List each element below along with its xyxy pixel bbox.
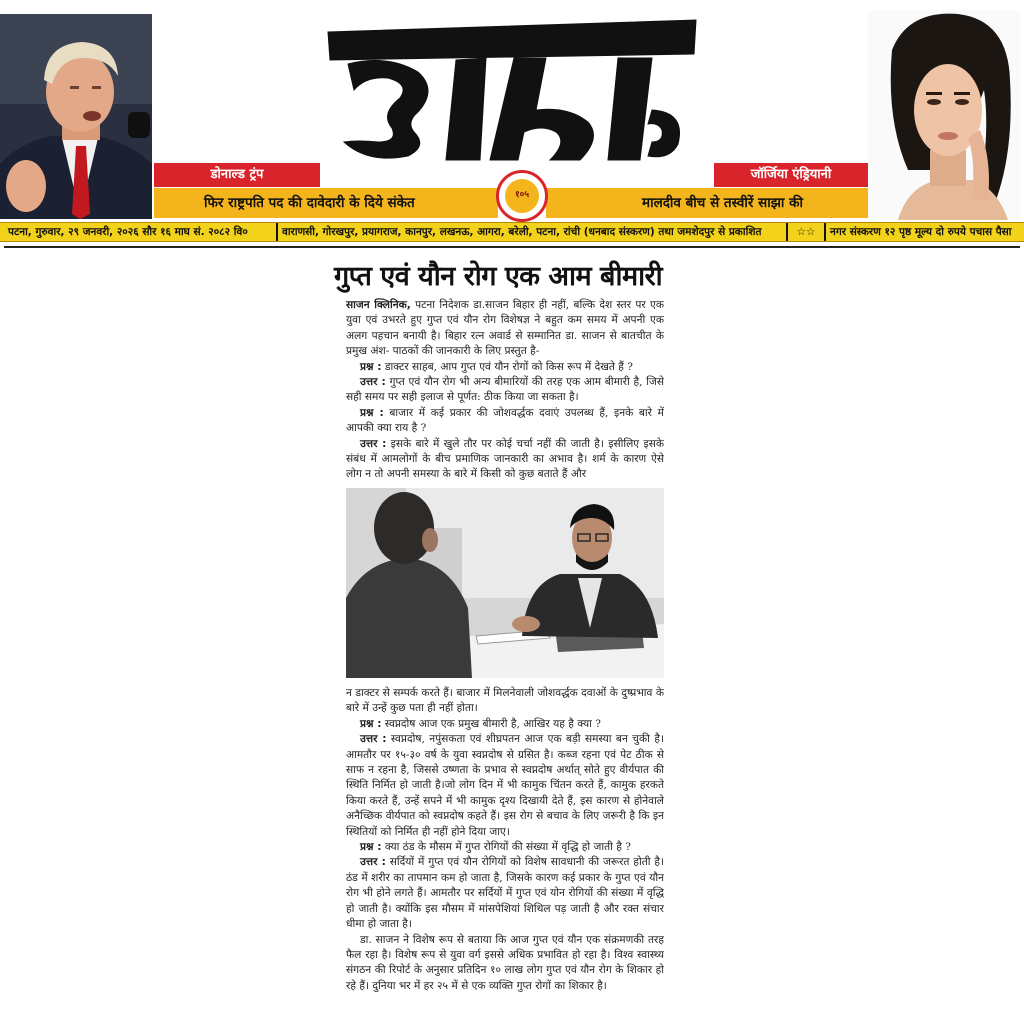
anniversary-seal [496, 170, 548, 222]
georgia-teaser-headline: मालदीव बीच से तस्वीरें साझा की [546, 188, 868, 218]
answer-4 [346, 855, 664, 932]
intro-text: पटना निदेशक डा.साजन बिहार ही नहीं, बल्कि देश स्तर पर एक युवा एवं उभरते हुए गुप्त एवं यौन रोग विशेषज्ञ ने बहुत कम समय में अपनी एक अलग पहचान बनायी है। बिहार रत्न अवार्ड से सम्मानित डा. साजन से बातचीत के प्रमुख अंश- पाठकों की जानकारी के लिए प्रस्तुत है- [346, 299, 664, 358]
answer-1 [346, 375, 664, 406]
question-1 [346, 360, 664, 375]
question-3-text: स्वप्नदोष आज एक प्रमुख बीमारी है, आखिर यह है क्या ? [381, 717, 601, 730]
answer-3-text: स्वप्नदोष, नपुंसकता एवं शीघ्रपतन आज एक बड़ी समस्या बन चुकी है। आमतौर पर १५-३० वर्ष के युवा स्वप्नदोष से ग्रसित है। कब्ज रहना एवं पेट ठीक से साफ न रहना है, जिससे उष्णता के प्रभाव से स्वप्नदोष अर्थात् सोते हुए वीर्यपात की स्थिति निर्मित हो जाती है।जो लोग दिन में भी कामुक चिंतन करते हैं, कामुक हरकते किया करते हैं, उन्हें सपने में भी कामुक दृश्य दिखायी देते हैं, इस कारण से होनेवाले अनैच्छिक वीर्यपात को स्वप्नदोष कहते हैं। इस रोग से बचाव के लिए जरूरी है कि इन स्थितियों को निर्मित ही नहीं होने दिया जाए। [346, 733, 664, 838]
doctor-consultation-photo [346, 488, 664, 678]
question-1-text: डाक्टर साहब, आप गुप्त एवं यौन रोगों को किस रूप में देखते हैं ? [381, 360, 633, 373]
answer-label: उत्तर : [360, 376, 386, 389]
article-intro [346, 298, 664, 360]
masthead [0, 0, 1024, 250]
question-2-text: बाजार में कई प्रकार की जोशवर्द्धक दवाएं उपलब्ध हैं, इनके बारे में आपकी क्या राय है ? [346, 406, 664, 435]
answer-1-text: गुप्त एवं यौन रोग भी अन्य बीमारियों की तरह एक आम बीमारी है, जिसे सही समय पर सही इलाज से पूर्णत: ठीक किया जा सकता है। [346, 376, 664, 404]
answer-label: उत्तर : [360, 733, 387, 746]
question-2 [346, 406, 664, 437]
dateline-date: पटना, गुरुवार, २९ जनवरी, २०२६ सौर १६ माघ सं. २०८२ वि० [8, 226, 248, 238]
dateline-cities: वाराणसी, गोरखपुर, प्रयागराज, कानपुर, लखनऊ, आगरा, बरेली, पटना, रांची (धनबाद संस्करण) तथा जमशेदपुर से प्रकाशित [276, 223, 788, 241]
question-label: प्रश्न : [360, 406, 384, 419]
intro-bold: साजन क्लिनिक, [346, 299, 411, 311]
seal-text: १०५ [514, 190, 530, 200]
article-headline: गुप्त एवं यौन रोग एक आम बीमारी [334, 261, 663, 292]
answer-2-text: इसके बारे में खुले तौर पर कोई चर्चा नहीं की जाती है। इसीलिए इसके संबंध में आमलोगों के बीच प्रमाणिक जानकारी का अभाव है। शर्म के कारण ऐसे लोग न तो अपनी समस्या के बारे में किसी को कुछ बताते हैं और [346, 437, 664, 481]
answer-4-text: सर्दियों में गुप्त एवं यौन रोगियों को विशेष सावधानी की जरूरत होती है। ठंड में शरीर का तापमान कम हो जाता है, जिसके कारण कई प्रकार के गुप्त एवं यौन रोग भी होने लगते हैं। आमतौर पर सर्दियों में गुप्त एवं योन रोगियों की संख्या में वृद्धि हो जाती है। क्योंकि इस मौसम में मांसपेशियां शिथिल पड़ जाती है और रक्त संचार धीमा हो जाता है। [346, 856, 664, 931]
trump-photo [0, 14, 152, 219]
georgia-photo [868, 10, 1020, 220]
question-label: प्रश्न : [360, 841, 382, 854]
article-column-top [346, 298, 664, 486]
dateline-edition: नगर संस्करण १२ पृष्ठ मूल्य दो रुपये पचास पैसा [824, 223, 1024, 241]
trump-teaser-headline: फिर राष्ट्रपति पद की दावेदारी के दिये संकेत [154, 188, 498, 218]
answer-2-continued: न डाक्टर से सम्पर्क करते हैं। बाजार में मिलनेवाली जोशवर्द्धक दवाओं के दुष्प्रभाव के बारे में उन्हें कुछ पता ही नहीं होता। [346, 687, 664, 715]
question-4 [346, 840, 664, 855]
answer-2 [346, 437, 664, 483]
masthead-rule [4, 246, 1020, 248]
georgia-name-tag: जॉर्जिया एंड्रियानी [714, 163, 868, 187]
dateline-bar [0, 222, 1024, 242]
newspaper-logo [318, 14, 702, 162]
answer-label: उत्तर : [360, 437, 387, 450]
closing-paragraph: डा. साजन ने विशेष रूप से बताया कि आज गुप्त एवं यौन एक संक्रमणकी तरह फैल रहा है। विशेष रूप से युवा वर्ग इससे अधिक प्रभावित हो रहा है। विश्व स्वास्थ्य संगठन की रिपोर्ट के अनुसार प्रतिदिन १० लाख लोग गुप्त एवं यौन रोग के शिकार हो रहे हैं। दुनिया भर में हर २५ में से एक व्यक्ति गुप्त रोगों का शिकार है। [346, 933, 664, 992]
question-label: प्रश्न : [360, 360, 382, 373]
dateline-stars: ☆☆ [796, 226, 816, 238]
question-3 [346, 717, 664, 732]
consultation-illustration [346, 488, 664, 678]
answer-3 [346, 732, 664, 840]
question-label: प्रश्न : [360, 717, 382, 730]
georgia-photo-illustration [868, 10, 1020, 220]
trump-photo-illustration [0, 14, 152, 219]
aaj-logo-mark [318, 14, 702, 162]
trump-name-tag: डोनाल्ड ट्रंप [154, 163, 320, 187]
article-column-bottom [346, 686, 664, 1022]
answer-label: उत्तर : [360, 856, 386, 869]
question-4-text: क्या ठंड के मौसम में गुप्त रोगियों की संख्या में वृद्धि हो जाती है ? [381, 841, 631, 854]
